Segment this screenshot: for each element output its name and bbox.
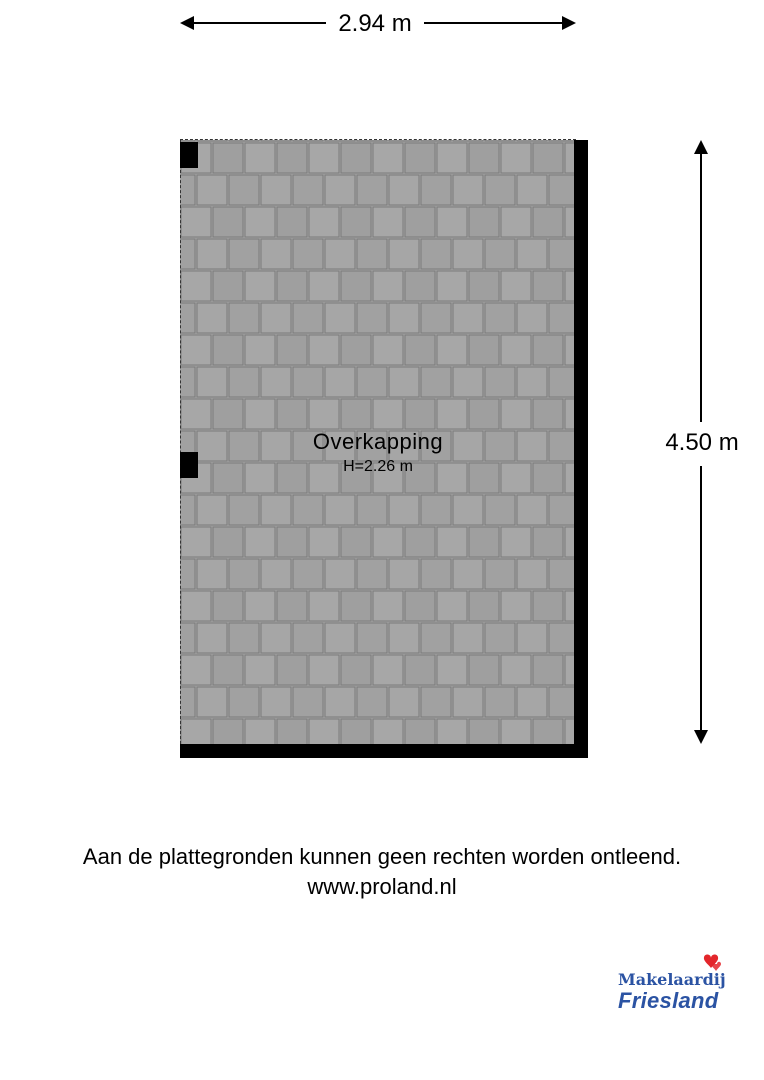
width-dimension-label: 2.94 m xyxy=(338,10,412,37)
company-logo xyxy=(612,952,736,1018)
website-link[interactable]: www.proland.nl xyxy=(307,874,457,899)
depth-dimension-label: 4.50 m xyxy=(665,429,739,456)
room-height: H=2.26 m xyxy=(343,458,413,475)
dimension-arrow-right-icon xyxy=(562,16,576,30)
open-edge-top xyxy=(180,139,576,140)
logo-text-makelaardij: Makelaardij xyxy=(618,970,726,989)
dimension-line xyxy=(182,22,326,24)
wall-bottom xyxy=(180,744,588,758)
dimension-line xyxy=(700,466,702,738)
wall-right xyxy=(574,140,588,758)
dimension-line xyxy=(700,150,702,422)
support-post xyxy=(180,142,198,168)
room-name: Overkapping xyxy=(312,429,444,454)
dimension-arrow-down-icon xyxy=(694,730,708,744)
logo-text-friesland: Friesland xyxy=(618,988,719,1013)
support-post xyxy=(180,452,198,478)
open-edge-left xyxy=(180,140,181,744)
dimension-line xyxy=(424,22,568,24)
disclaimer-text: Aan de plattegronden kunnen geen rechten worden ontleend. xyxy=(82,844,682,869)
